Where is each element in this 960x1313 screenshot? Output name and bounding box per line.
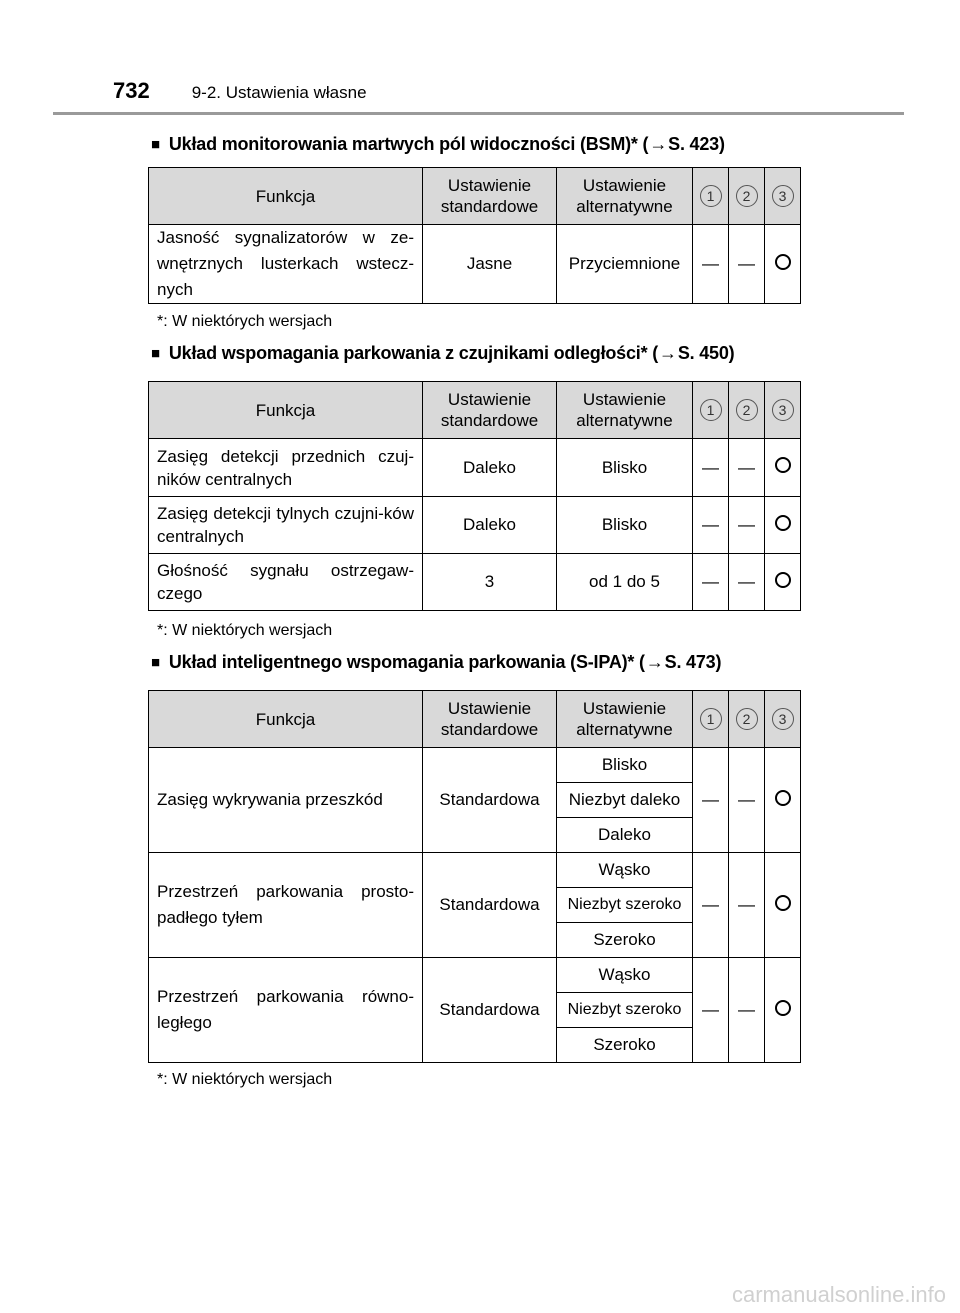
col-header-default: Ustawienie standardowe <box>423 382 557 439</box>
page-header <box>113 78 367 104</box>
col-header-alternative: Ustawienie alternatywne <box>557 691 693 748</box>
circled-2-icon: 2 <box>736 399 758 421</box>
settings-table-s-ipa <box>148 690 801 1063</box>
mark-circle-cell <box>765 439 801 497</box>
col-header-1 <box>693 691 729 748</box>
default-cell: Daleko <box>423 439 557 497</box>
mark-circle-cell <box>765 748 801 853</box>
circled-2-icon: 2 <box>736 185 758 207</box>
circled-1-icon: 1 <box>700 399 722 421</box>
page-number: 732 <box>113 78 150 103</box>
footnote: *: W niektórych wersjach <box>157 1071 333 1088</box>
mark-dash: — <box>693 225 729 304</box>
col-header-function: Funkcja <box>149 691 423 748</box>
alternative-cell: Przyciemnione <box>557 225 693 304</box>
function-cell: Zasięg detekcji przednich czuj-ników centralnych <box>149 439 423 497</box>
alternative-cell: Daleko <box>557 818 693 853</box>
mark-dash: — <box>729 497 765 554</box>
mark-circle-cell <box>765 554 801 611</box>
alternative-cell: Niezbyt szeroko <box>557 888 693 923</box>
alternative-cell: Niezbyt szeroko <box>557 993 693 1028</box>
col-header-default: Ustawienie standardowe <box>423 691 557 748</box>
alternative-cell: Niezbyt daleko <box>557 783 693 818</box>
col-header-1 <box>693 168 729 225</box>
square-bullet-icon: ■ <box>151 136 160 153</box>
page-reference-link[interactable]: S. 423) <box>668 134 725 154</box>
mark-circle-cell <box>765 853 801 958</box>
circle-mark-icon <box>775 254 791 270</box>
mark-dash: — <box>693 554 729 611</box>
col-header-2 <box>729 168 765 225</box>
col-header-2 <box>729 691 765 748</box>
circle-mark-icon <box>775 572 791 588</box>
col-header-default: Ustawienie standardowe <box>423 168 557 225</box>
circled-2-icon: 2 <box>736 708 758 730</box>
mark-circle-cell <box>765 225 801 304</box>
function-cell: Zasięg wykrywania przeszkód <box>149 748 423 853</box>
col-header-2 <box>729 382 765 439</box>
col-header-function: Funkcja <box>149 168 423 225</box>
mark-circle-cell <box>765 497 801 554</box>
default-cell: Standardowa <box>423 748 557 853</box>
alternative-cell: Szeroko <box>557 1028 693 1063</box>
section-title-text: Układ monitorowania martwych pól widoczności (BSM)* ( <box>168 134 649 154</box>
default-cell: Jasne <box>423 225 557 304</box>
col-header-3 <box>765 168 801 225</box>
alternative-cell: od 1 do 5 <box>557 554 693 611</box>
table-header-row <box>149 168 801 225</box>
mark-dash: — <box>729 554 765 611</box>
function-cell: Zasięg detekcji tylnych czujni-ków centralnych <box>149 497 423 554</box>
page-reference-link[interactable]: S. 450) <box>677 343 735 363</box>
header-divider <box>53 112 904 115</box>
section-title-parking-sensors <box>151 343 734 364</box>
col-header-3 <box>765 691 801 748</box>
table-row <box>149 853 801 888</box>
square-bullet-icon: ■ <box>151 654 160 671</box>
settings-table-bsm <box>148 167 801 304</box>
settings-table-parking-sensors <box>148 381 801 611</box>
mark-dash: — <box>729 748 765 853</box>
circle-mark-icon <box>775 457 791 473</box>
table-row <box>149 958 801 993</box>
circle-mark-icon <box>775 1000 791 1016</box>
alternative-cell: Szeroko <box>557 923 693 958</box>
mark-dash: — <box>729 958 765 1063</box>
table-row <box>149 554 801 611</box>
circle-mark-icon <box>775 895 791 911</box>
mark-dash: — <box>693 439 729 497</box>
section-title-text: Układ wspomagania parkowania z czujnikami odległości* ( <box>168 343 659 363</box>
mark-dash: — <box>693 958 729 1063</box>
mark-dash: — <box>729 225 765 304</box>
default-cell: Daleko <box>423 497 557 554</box>
section-title-bsm <box>151 134 725 155</box>
square-bullet-icon: ■ <box>151 345 160 362</box>
mark-dash: — <box>729 853 765 958</box>
footnote: *: W niektórych wersjach <box>157 622 333 639</box>
section-title-s-ipa <box>151 652 721 673</box>
mark-dash: — <box>693 853 729 958</box>
table-header-row <box>149 691 801 748</box>
table-header-row <box>149 382 801 439</box>
page-reference-link[interactable]: S. 473) <box>664 652 722 672</box>
function-cell: Przestrzeń parkowania prosto-padłego tyłem <box>149 853 423 958</box>
default-cell: 3 <box>423 554 557 611</box>
default-cell: Standardowa <box>423 958 557 1063</box>
mark-dash: — <box>693 748 729 853</box>
table-row <box>149 439 801 497</box>
alternative-cell: Blisko <box>557 748 693 783</box>
circled-3-icon: 3 <box>772 399 794 421</box>
chapter-title: 9-2. Ustawienia własne <box>191 83 367 102</box>
col-header-3 <box>765 382 801 439</box>
section-title-text: Układ inteligentnego wspomagania parkowania (S-IPA)* ( <box>168 652 645 672</box>
circled-3-icon: 3 <box>772 185 794 207</box>
table-row <box>149 748 801 783</box>
footnote: *: W niektórych wersjach <box>157 313 333 330</box>
circled-3-icon: 3 <box>772 708 794 730</box>
arrow-right-icon: → <box>659 343 677 363</box>
circled-1-icon: 1 <box>700 185 722 207</box>
mark-circle-cell <box>765 958 801 1063</box>
col-header-function: Funkcja <box>149 382 423 439</box>
watermark: carmanualsonline.info <box>731 1282 946 1307</box>
circle-mark-icon <box>775 515 791 531</box>
function-cell: Głośność sygnału ostrzegaw-czego <box>149 554 423 611</box>
col-header-alternative: Ustawienie alternatywne <box>557 168 693 225</box>
alternative-cell: Blisko <box>557 497 693 554</box>
table-row <box>149 225 801 304</box>
alternative-cell: Wąsko <box>557 853 693 888</box>
arrow-right-icon: → <box>645 652 664 672</box>
function-cell: Przestrzeń parkowania równo-ległego <box>149 958 423 1063</box>
alternative-cell: Blisko <box>557 439 693 497</box>
function-cell: Jasność sygnalizatorów w ze-wnętrznych lusterkach wstecz-nych <box>149 225 423 304</box>
circled-1-icon: 1 <box>700 708 722 730</box>
col-header-alternative: Ustawienie alternatywne <box>557 382 693 439</box>
mark-dash: — <box>729 439 765 497</box>
table-row <box>149 497 801 554</box>
arrow-right-icon: → <box>649 134 668 154</box>
circle-mark-icon <box>775 790 791 806</box>
col-header-1 <box>693 382 729 439</box>
alternative-cell: Wąsko <box>557 958 693 993</box>
mark-dash: — <box>693 497 729 554</box>
default-cell: Standardowa <box>423 853 557 958</box>
